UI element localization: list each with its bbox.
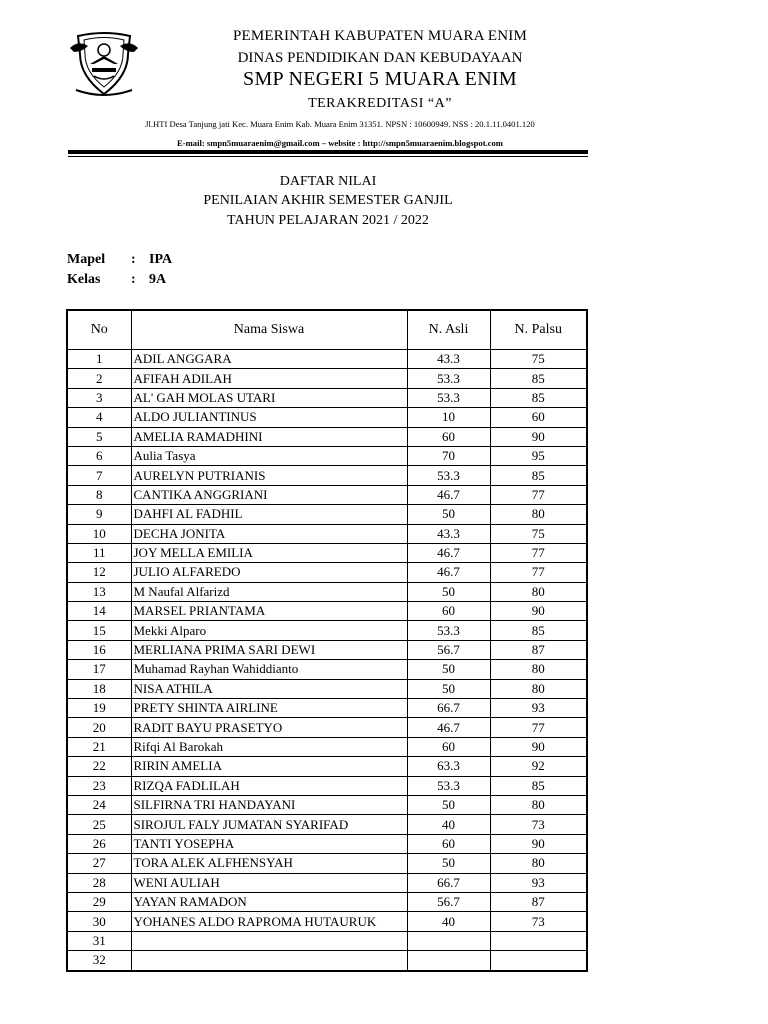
table-row xyxy=(67,543,587,562)
table-row xyxy=(67,718,587,737)
row-number-cell: 26 xyxy=(67,834,131,853)
subject-label: Mapel xyxy=(67,252,106,267)
class-value: 9A xyxy=(149,272,167,287)
table-row xyxy=(67,602,587,621)
table-row xyxy=(67,737,587,756)
accreditation: TERAKREDITASI “A” xyxy=(308,96,452,111)
adjusted-score-cell: 85 xyxy=(490,621,587,640)
original-score-cell: 40 xyxy=(407,912,490,931)
row-number-cell: 28 xyxy=(67,873,131,892)
row-number-cell: 17 xyxy=(67,660,131,679)
student-name-cell: TANTI YOSEPHA xyxy=(131,834,407,853)
adjusted-score-cell: 95 xyxy=(490,446,587,465)
column-header-no: No xyxy=(67,310,131,350)
row-number-cell: 11 xyxy=(67,543,131,562)
original-score-cell: 60 xyxy=(407,737,490,756)
adjusted-score-cell: 90 xyxy=(490,737,587,756)
table-row xyxy=(67,582,587,601)
table-row xyxy=(67,757,587,776)
table-row xyxy=(67,446,587,465)
adjusted-score-cell: 75 xyxy=(490,524,587,543)
table-row xyxy=(67,931,587,950)
adjusted-score-cell: 73 xyxy=(490,912,587,931)
adjusted-score-cell: 90 xyxy=(490,427,587,446)
row-number-cell: 13 xyxy=(67,582,131,601)
student-name-cell: ADIL ANGGARA xyxy=(131,350,407,369)
original-score-cell: 46.7 xyxy=(407,485,490,504)
adjusted-score-cell: 80 xyxy=(490,505,587,524)
adjusted-score-cell: 80 xyxy=(490,679,587,698)
student-name-cell: JULIO ALFAREDO xyxy=(131,563,407,582)
row-number-cell: 5 xyxy=(67,427,131,446)
original-score-cell xyxy=(407,951,490,971)
original-score-cell: 63.3 xyxy=(407,757,490,776)
student-name-cell: Aulia Tasya xyxy=(131,446,407,465)
student-name-cell: AURELYN PUTRIANIS xyxy=(131,466,407,485)
row-number-cell: 6 xyxy=(67,446,131,465)
table-row xyxy=(67,388,587,407)
student-name-cell xyxy=(131,951,407,971)
original-score-cell: 43.3 xyxy=(407,350,490,369)
row-number-cell: 27 xyxy=(67,854,131,873)
original-score-cell: 53.3 xyxy=(407,621,490,640)
table-row xyxy=(67,563,587,582)
student-name-cell: M Naufal Alfarizd xyxy=(131,582,407,601)
table-row xyxy=(67,892,587,911)
student-name-cell: SIROJUL FALY JUMATAN SYARIFAD xyxy=(131,815,407,834)
table-row xyxy=(67,466,587,485)
table-row xyxy=(67,951,587,971)
adjusted-score-cell xyxy=(490,951,587,971)
adjusted-score-cell: 80 xyxy=(490,660,587,679)
school-contact: E-mail: smpn5muaraenim@gmail.com – website : http://smpn5muaraenim.blogspot.com xyxy=(177,138,503,148)
student-name-cell: DAHFI AL FADHIL xyxy=(131,505,407,524)
row-number-cell: 24 xyxy=(67,795,131,814)
row-number-cell: 12 xyxy=(67,563,131,582)
class-row xyxy=(67,272,166,288)
row-number-cell: 3 xyxy=(67,388,131,407)
row-number-cell: 14 xyxy=(67,602,131,621)
original-score-cell xyxy=(407,931,490,950)
table-row xyxy=(67,485,587,504)
adjusted-score-cell: 93 xyxy=(490,699,587,718)
table-row xyxy=(67,660,587,679)
column-header-nilai-asli: N. Asli xyxy=(407,310,490,350)
row-number-cell: 15 xyxy=(67,621,131,640)
adjusted-score-cell: 85 xyxy=(490,388,587,407)
original-score-cell: 70 xyxy=(407,446,490,465)
adjusted-score-cell: 80 xyxy=(490,795,587,814)
row-number-cell: 1 xyxy=(67,350,131,369)
original-score-cell: 56.7 xyxy=(407,892,490,911)
row-number-cell: 8 xyxy=(67,485,131,504)
table-header-row xyxy=(67,310,587,350)
column-header-nilai-palsu: N. Palsu xyxy=(490,310,587,350)
adjusted-score-cell: 85 xyxy=(490,369,587,388)
adjusted-score-cell: 85 xyxy=(490,776,587,795)
letterhead-divider-thin xyxy=(68,156,588,157)
government-name: PEMERINTAH KABUPATEN MUARA ENIM xyxy=(232,28,528,44)
original-score-cell: 60 xyxy=(407,602,490,621)
student-name-cell: YOHANES ALDO RAPROMA HUTAURUK xyxy=(131,912,407,931)
column-header-nama-siswa: Nama Siswa xyxy=(131,310,407,350)
department-name: DINAS PENDIDIKAN DAN KEBUDAYAAN xyxy=(237,50,523,66)
original-score-cell: 46.7 xyxy=(407,543,490,562)
adjusted-score-cell: 60 xyxy=(490,408,587,427)
adjusted-score-cell: 87 xyxy=(490,640,587,659)
student-name-cell: YAYAN RAMADON xyxy=(131,892,407,911)
school-address: Jl.HTI Desa Tanjung jati Kec. Muara Enim Kab. Muara Enim 31351. NPSN : 10600949. NSS : 20.1.11.0401.120 xyxy=(145,119,535,129)
original-score-cell: 50 xyxy=(407,679,490,698)
adjusted-score-cell: 77 xyxy=(490,485,587,504)
student-name-cell: CANTIKA ANGGRIANI xyxy=(131,485,407,504)
original-score-cell: 66.7 xyxy=(407,873,490,892)
original-score-cell: 53.3 xyxy=(407,388,490,407)
regency-emblem-icon xyxy=(68,28,140,100)
adjusted-score-cell xyxy=(490,931,587,950)
student-name-cell: WENI AULIAH xyxy=(131,873,407,892)
original-score-cell: 66.7 xyxy=(407,699,490,718)
letterhead-divider-thick xyxy=(68,150,588,154)
grades-table xyxy=(66,309,588,972)
original-score-cell: 56.7 xyxy=(407,640,490,659)
table-row xyxy=(67,795,587,814)
adjusted-score-cell: 90 xyxy=(490,602,587,621)
adjusted-score-cell: 92 xyxy=(490,757,587,776)
student-name-cell: RIZQA FADLILAH xyxy=(131,776,407,795)
student-name-cell: NISA ATHILA xyxy=(131,679,407,698)
student-name-cell: AFIFAH ADILAH xyxy=(131,369,407,388)
row-number-cell: 9 xyxy=(67,505,131,524)
student-name-cell xyxy=(131,931,407,950)
adjusted-score-cell: 77 xyxy=(490,718,587,737)
subject-separator: : xyxy=(131,252,136,267)
row-number-cell: 21 xyxy=(67,737,131,756)
row-number-cell: 25 xyxy=(67,815,131,834)
document-subtitle: PENILAIAN AKHIR SEMESTER GANJIL xyxy=(203,193,453,208)
adjusted-score-cell: 87 xyxy=(490,892,587,911)
document-title: DAFTAR NILAI xyxy=(279,174,377,189)
original-score-cell: 10 xyxy=(407,408,490,427)
table-row xyxy=(67,408,587,427)
student-name-cell: Muhamad Rayhan Wahiddianto xyxy=(131,660,407,679)
adjusted-score-cell: 73 xyxy=(490,815,587,834)
student-name-cell: RIRIN AMELIA xyxy=(131,757,407,776)
row-number-cell: 22 xyxy=(67,757,131,776)
class-label: Kelas xyxy=(67,272,101,287)
row-number-cell: 29 xyxy=(67,892,131,911)
adjusted-score-cell: 77 xyxy=(490,563,587,582)
original-score-cell: 46.7 xyxy=(407,718,490,737)
adjusted-score-cell: 80 xyxy=(490,582,587,601)
original-score-cell: 50 xyxy=(407,582,490,601)
academic-year: TAHUN PELAJARAN 2021 / 2022 xyxy=(227,213,429,228)
student-name-cell: Rifqi Al Barokah xyxy=(131,737,407,756)
adjusted-score-cell: 90 xyxy=(490,834,587,853)
student-name-cell: TORA ALEK ALFHENSYAH xyxy=(131,854,407,873)
table-row xyxy=(67,679,587,698)
adjusted-score-cell: 80 xyxy=(490,854,587,873)
table-row xyxy=(67,854,587,873)
adjusted-score-cell: 75 xyxy=(490,350,587,369)
student-name-cell: PRETY SHINTA AIRLINE xyxy=(131,699,407,718)
student-name-cell: ALDO JULIANTINUS xyxy=(131,408,407,427)
table-row xyxy=(67,776,587,795)
class-separator: : xyxy=(131,272,136,287)
student-name-cell: SILFIRNA TRI HANDAYANI xyxy=(131,795,407,814)
school-name: SMP NEGERI 5 MUARA ENIM xyxy=(243,68,517,90)
student-name-cell: MARSEL PRIANTAMA xyxy=(131,602,407,621)
row-number-cell: 2 xyxy=(67,369,131,388)
student-name-cell: MERLIANA PRIMA SARI DEWI xyxy=(131,640,407,659)
row-number-cell: 20 xyxy=(67,718,131,737)
row-number-cell: 4 xyxy=(67,408,131,427)
student-name-cell: JOY MELLA EMILIA xyxy=(131,543,407,562)
row-number-cell: 16 xyxy=(67,640,131,659)
original-score-cell: 53.3 xyxy=(407,466,490,485)
row-number-cell: 7 xyxy=(67,466,131,485)
table-body xyxy=(67,350,587,971)
original-score-cell: 53.3 xyxy=(407,776,490,795)
table-row xyxy=(67,505,587,524)
row-number-cell: 18 xyxy=(67,679,131,698)
row-number-cell: 19 xyxy=(67,699,131,718)
original-score-cell: 43.3 xyxy=(407,524,490,543)
table-row xyxy=(67,873,587,892)
row-number-cell: 31 xyxy=(67,931,131,950)
table-row xyxy=(67,621,587,640)
student-name-cell: AL' GAH MOLAS UTARI xyxy=(131,388,407,407)
student-name-cell: DECHA JONITA xyxy=(131,524,407,543)
student-name-cell: AMELIA RAMADHINI xyxy=(131,427,407,446)
original-score-cell: 53.3 xyxy=(407,369,490,388)
original-score-cell: 50 xyxy=(407,795,490,814)
adjusted-score-cell: 85 xyxy=(490,466,587,485)
original-score-cell: 40 xyxy=(407,815,490,834)
student-name-cell: RADIT BAYU PRASETYO xyxy=(131,718,407,737)
student-name-cell: Mekki Alparo xyxy=(131,621,407,640)
row-number-cell: 30 xyxy=(67,912,131,931)
original-score-cell: 50 xyxy=(407,505,490,524)
row-number-cell: 32 xyxy=(67,951,131,971)
table-row xyxy=(67,524,587,543)
table-row xyxy=(67,699,587,718)
table-row xyxy=(67,912,587,931)
subject-value: IPA xyxy=(149,252,173,267)
table-row xyxy=(67,815,587,834)
table-row xyxy=(67,427,587,446)
adjusted-score-cell: 93 xyxy=(490,873,587,892)
original-score-cell: 50 xyxy=(407,854,490,873)
row-number-cell: 10 xyxy=(67,524,131,543)
table-row xyxy=(67,834,587,853)
original-score-cell: 46.7 xyxy=(407,563,490,582)
original-score-cell: 60 xyxy=(407,834,490,853)
original-score-cell: 50 xyxy=(407,660,490,679)
adjusted-score-cell: 77 xyxy=(490,543,587,562)
subject-row xyxy=(67,252,172,268)
row-number-cell: 23 xyxy=(67,776,131,795)
table-row xyxy=(67,640,587,659)
table-row xyxy=(67,350,587,369)
original-score-cell: 60 xyxy=(407,427,490,446)
table-row xyxy=(67,369,587,388)
